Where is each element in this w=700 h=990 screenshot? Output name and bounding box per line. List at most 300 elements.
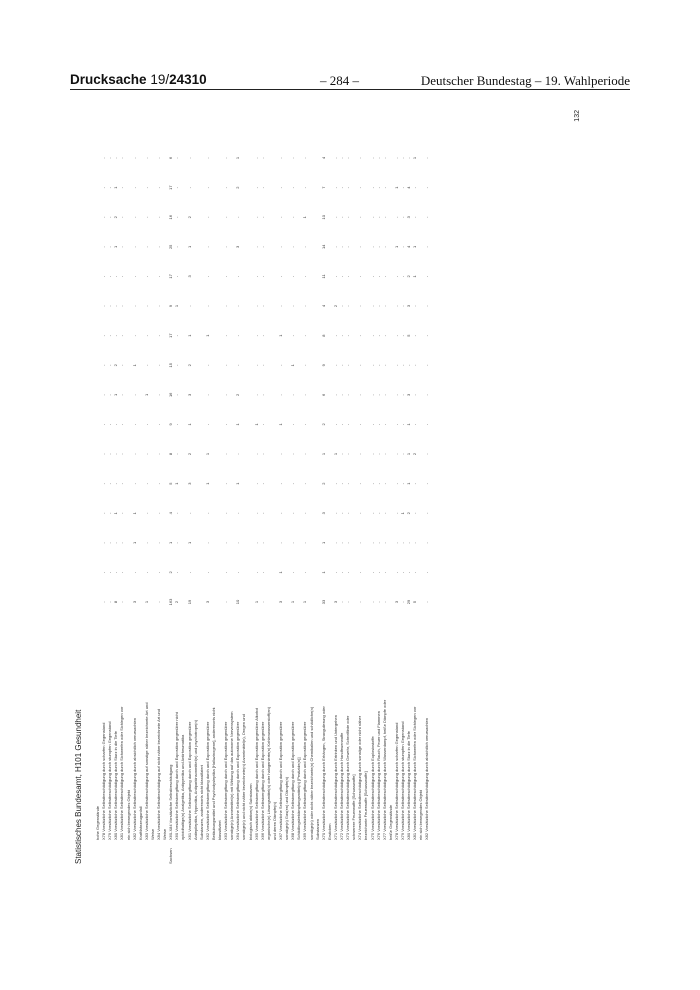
table-cell: - bbox=[400, 364, 405, 366]
table-cell: - bbox=[345, 571, 351, 574]
table-cell: - bbox=[302, 512, 308, 514]
table-cell: - bbox=[174, 542, 180, 544]
table-cell: - bbox=[381, 246, 387, 248]
table-cell: 1 bbox=[406, 423, 412, 426]
table-cell: - bbox=[107, 275, 113, 278]
table-cell: - bbox=[339, 571, 344, 574]
row-label: X80 Vorsätzliche Selbstbeschädigung durch Sturz in die Tiefe bbox=[113, 731, 119, 840]
table-cell: - bbox=[174, 157, 180, 159]
table-cell: - bbox=[235, 216, 241, 218]
table-cell: - bbox=[107, 216, 113, 218]
table-cell: - bbox=[357, 216, 363, 218]
row-label: X75 Vorsätzliche Selbstbeschädigung durch Explosivstoffe bbox=[369, 736, 375, 840]
table-cell: 7 bbox=[320, 186, 326, 189]
table-cell: - bbox=[375, 423, 381, 426]
table-cell: 1 bbox=[290, 600, 296, 604]
table-cell: - bbox=[101, 512, 107, 514]
table-cell: 1 bbox=[131, 364, 137, 367]
row-label: Weise bbox=[162, 828, 168, 840]
row-label: X60-X84 Vorsätzliche Selbstbeschädigung bbox=[168, 764, 174, 840]
table-cell: - bbox=[143, 216, 149, 218]
table-cell: - bbox=[278, 453, 283, 455]
table-cell: 17 bbox=[168, 185, 174, 190]
row-label: sonstige(n) oder nicht näher bezeichnete(n) Chemikalien und schädliche(n) bbox=[308, 706, 314, 840]
table-cell: - bbox=[156, 157, 161, 159]
table-cell: - bbox=[174, 216, 180, 218]
table-cell: - bbox=[113, 482, 119, 485]
table-cell: - bbox=[345, 512, 351, 514]
table-cell: - bbox=[119, 157, 125, 159]
table-cell: 6 bbox=[168, 156, 174, 160]
table-cell: - bbox=[174, 394, 180, 396]
table-cell: - bbox=[156, 216, 161, 218]
table-cell: 3 bbox=[406, 304, 412, 308]
row-label: biologisch aktive(n) Substanzen bbox=[247, 783, 253, 840]
table-cell: - bbox=[406, 364, 412, 366]
table-cell: - bbox=[406, 542, 412, 544]
table-cell: - bbox=[400, 453, 405, 455]
table-cell: - bbox=[357, 305, 363, 307]
table-cell: - bbox=[235, 542, 241, 544]
table-cell: - bbox=[302, 305, 308, 307]
table-cell: - bbox=[119, 571, 125, 574]
table-cell: 1 bbox=[204, 452, 210, 456]
table-cell: 1 bbox=[278, 334, 283, 337]
table-cell: - bbox=[375, 246, 381, 248]
row-label: X83 Vorsätzliche Selbstbeschädigung auf sonstige näher bezeichnete Art und bbox=[143, 702, 149, 840]
table-cell: - bbox=[101, 186, 107, 189]
table-cell: 8 bbox=[168, 452, 174, 456]
row-label: Schädlingsbekämpfungsmittel(n) [Pestizide(n)] bbox=[296, 757, 302, 840]
table-cell: - bbox=[345, 482, 351, 485]
table-cell: 1 bbox=[186, 334, 192, 337]
table-cell: - bbox=[290, 394, 296, 396]
row-label: klassifiziert bbox=[217, 820, 222, 840]
row-label: X82 Vorsätzliche Selbstbeschädigung durch absichtlich verursachten bbox=[424, 717, 430, 840]
table-cell: - bbox=[131, 157, 137, 159]
table-cell: - bbox=[174, 512, 180, 514]
table-cell: - bbox=[400, 394, 405, 396]
table-cell: - bbox=[101, 482, 107, 485]
table-cell: 1 bbox=[113, 245, 119, 248]
row-label: opioidhaltige(n) Analgetika, Antipyretika und Antirheumatika bbox=[180, 734, 186, 840]
table-cell: - bbox=[235, 334, 241, 337]
table-cell: - bbox=[424, 186, 430, 189]
table-cell: - bbox=[302, 334, 308, 337]
table-cell: 19 bbox=[186, 599, 192, 605]
table-cell: - bbox=[204, 542, 210, 544]
table-cell: 17 bbox=[168, 274, 174, 279]
table-cell: - bbox=[302, 186, 308, 189]
table-cell: - bbox=[393, 334, 399, 337]
table-cell: - bbox=[290, 246, 296, 248]
table-cell: 15 bbox=[168, 362, 174, 368]
table-row bbox=[423, 110, 430, 870]
table-cell: - bbox=[156, 542, 161, 544]
table-cell: 2 bbox=[332, 304, 338, 308]
table-cell: 2 bbox=[320, 482, 326, 485]
table-cell: - bbox=[223, 246, 229, 248]
row-label: sonstige(n) Arzneimittel(n) mit Wirkung auf das autonome Nervensystem bbox=[229, 711, 235, 840]
table-cell: - bbox=[302, 275, 308, 278]
table-cell: - bbox=[375, 305, 381, 307]
table-cell: - bbox=[204, 246, 210, 248]
table-cell: - bbox=[339, 394, 344, 396]
table-cell: - bbox=[223, 186, 229, 189]
table-cell: - bbox=[223, 542, 229, 544]
table-cell: - bbox=[412, 364, 418, 366]
table-cell: 8 bbox=[113, 600, 119, 604]
table-cell: - bbox=[204, 423, 210, 426]
row-label: hohe Gegenstände bbox=[95, 805, 100, 840]
table-cell: - bbox=[259, 364, 265, 366]
row-label: X81 Vorsätzliche Selbstbeschädigung durch Sichwerfen oder Sichlegen vor bbox=[119, 706, 125, 840]
table-cell: - bbox=[393, 542, 399, 544]
table-cell: - bbox=[424, 394, 430, 396]
table-cell: - bbox=[156, 571, 161, 574]
table-cell: - bbox=[290, 334, 296, 337]
table-cell: 163 bbox=[168, 598, 174, 606]
table-cell: - bbox=[381, 157, 387, 159]
table-cell: 14 bbox=[320, 244, 326, 250]
table-cell: - bbox=[107, 453, 113, 455]
row-label: organische(n) Lösungsmittel(n) oder halogenierte(n) Kohlenwasserstoff(en) bbox=[265, 706, 271, 840]
table-cell: - bbox=[204, 512, 210, 514]
table-cell: - bbox=[381, 571, 387, 574]
table-cell: 2 bbox=[113, 216, 119, 219]
table-cell: - bbox=[400, 542, 405, 544]
table-cell: 1 bbox=[235, 156, 241, 160]
table-cell: - bbox=[357, 334, 363, 337]
table-cell: - bbox=[345, 216, 351, 218]
table-cell: - bbox=[143, 482, 149, 485]
table-cell: - bbox=[156, 601, 161, 603]
table-cell: - bbox=[223, 453, 229, 455]
table-cell: - bbox=[357, 186, 363, 189]
table-cell: - bbox=[400, 334, 405, 337]
table-cell: - bbox=[290, 216, 296, 218]
table-cell: 1 bbox=[113, 186, 119, 189]
table-cell: - bbox=[369, 334, 375, 337]
table-cell: - bbox=[253, 275, 259, 278]
table-cell: 1 bbox=[406, 452, 412, 456]
table-cell: - bbox=[101, 453, 107, 455]
table-cell: 2 bbox=[235, 393, 241, 396]
table-cell: - bbox=[381, 364, 387, 366]
table-cell: - bbox=[400, 246, 405, 248]
table-cell: - bbox=[107, 246, 113, 248]
table-cell: 16 bbox=[168, 392, 174, 398]
table-cell: 1 bbox=[393, 186, 399, 189]
table-cell: - bbox=[381, 216, 387, 218]
table-cell: - bbox=[345, 364, 351, 366]
table-cell: - bbox=[119, 246, 125, 248]
table-cell: - bbox=[101, 246, 107, 248]
table-cell: - bbox=[174, 246, 180, 248]
table-cell: - bbox=[223, 157, 229, 159]
table-cell: - bbox=[369, 157, 375, 159]
table-cell: 9 bbox=[168, 423, 174, 426]
table-cell: 1 bbox=[332, 452, 338, 456]
row-label: Substanzen bbox=[314, 818, 320, 840]
table-cell: 1 bbox=[174, 482, 180, 485]
table-cell: - bbox=[369, 423, 375, 426]
table-cell: - bbox=[278, 394, 283, 396]
table-cell: - bbox=[119, 186, 125, 189]
table-cell: - bbox=[345, 394, 351, 396]
table-cell: - bbox=[143, 305, 149, 307]
table-cell: - bbox=[302, 394, 308, 396]
table-cell: - bbox=[369, 364, 375, 366]
table-cell: - bbox=[101, 423, 107, 426]
table-cell: - bbox=[174, 334, 180, 337]
table-cell: - bbox=[345, 542, 351, 544]
table-cell: - bbox=[204, 275, 210, 278]
table-cell: - bbox=[357, 512, 363, 514]
table-cell: 29 bbox=[406, 599, 412, 605]
table-cell: - bbox=[290, 512, 296, 514]
table-cell: 1 bbox=[143, 393, 149, 396]
table-cell: - bbox=[302, 453, 308, 455]
table-cell: - bbox=[357, 571, 363, 574]
table-cell: - bbox=[290, 571, 296, 574]
table-cell: - bbox=[186, 305, 192, 307]
table-cell: - bbox=[235, 571, 241, 574]
table-cell: 25 bbox=[168, 244, 174, 250]
header-publisher: Deutscher Bundestag – 19. Wahlperiode bbox=[420, 73, 630, 88]
table-cell: - bbox=[424, 512, 430, 514]
table-cell: 1 bbox=[186, 541, 192, 544]
table-cell: - bbox=[332, 512, 338, 514]
table-cell: - bbox=[357, 364, 363, 366]
table-cell: 3 bbox=[186, 275, 192, 278]
table-cell: - bbox=[412, 216, 418, 218]
table-cell: - bbox=[345, 334, 351, 337]
table-cell: 4 bbox=[406, 245, 412, 248]
table-cell: - bbox=[101, 275, 107, 278]
row-label: schwerere Feuerwaffe [Schusswaffe] bbox=[351, 774, 357, 840]
table-cell: - bbox=[253, 512, 259, 514]
table-cell: - bbox=[223, 423, 229, 426]
table-cell: - bbox=[223, 216, 229, 218]
table-cell: - bbox=[290, 423, 296, 426]
header-number-prefix: 19/ bbox=[150, 72, 170, 87]
table-cell: - bbox=[204, 216, 210, 218]
table-cell: - bbox=[119, 275, 125, 278]
table-cell: - bbox=[339, 275, 344, 278]
table-cell: - bbox=[400, 216, 405, 218]
table-cell: - bbox=[204, 394, 210, 396]
table-cell: 3 bbox=[186, 393, 192, 396]
table-cell: - bbox=[143, 246, 149, 248]
table-cell: 1 bbox=[131, 541, 137, 544]
table-cell: - bbox=[253, 482, 259, 485]
table-cell: - bbox=[393, 157, 399, 159]
region-label: Sachsen bbox=[168, 848, 174, 864]
table-cell: - bbox=[119, 423, 125, 426]
table-cell: - bbox=[424, 275, 430, 278]
table-cell: - bbox=[302, 571, 308, 574]
table-cell: - bbox=[107, 334, 113, 337]
table-cell: - bbox=[400, 275, 405, 278]
table-cell: - bbox=[253, 305, 259, 307]
table-cell: - bbox=[393, 512, 399, 514]
table-cell: - bbox=[375, 334, 381, 337]
table-cell: 4 bbox=[320, 304, 326, 308]
table-cell: - bbox=[357, 157, 363, 159]
table-cell: - bbox=[119, 364, 125, 366]
table-cell: - bbox=[369, 453, 375, 455]
table-cell: 1 bbox=[393, 245, 399, 248]
row-label: X61 Vorsätzliche Selbstvergiftung durch und Exposition gegenüber bbox=[186, 721, 192, 840]
table-cell: - bbox=[156, 334, 161, 337]
table-cell: - bbox=[259, 453, 265, 455]
table-cell: - bbox=[400, 423, 405, 426]
table-cell: - bbox=[345, 186, 351, 189]
table-cell: 4 bbox=[406, 186, 412, 189]
table-cell: - bbox=[131, 246, 137, 248]
table-cell: - bbox=[424, 542, 430, 544]
row-label: X71 Vorsätzliche Selbstbeschädigung durch Ertrinken und Untergehen bbox=[332, 715, 338, 840]
table-cell: - bbox=[339, 542, 344, 544]
row-label: X78 Vorsätzliche Selbstbeschädigung durch scharfen Gegenstand bbox=[393, 722, 399, 840]
row-label: Antiepileptika, Hypnotika, Antiparkinsonmittel(n) und psychotrope(n) bbox=[192, 719, 198, 840]
table-cell: - bbox=[412, 571, 418, 574]
table-cell: - bbox=[156, 305, 161, 307]
table-cell: - bbox=[107, 571, 113, 574]
table-cell: - bbox=[278, 512, 283, 514]
table-cell: - bbox=[259, 601, 265, 603]
table-cell: - bbox=[223, 364, 229, 366]
table-cell: 2 bbox=[235, 186, 241, 189]
table-cell: - bbox=[131, 305, 137, 307]
table-cell: - bbox=[253, 364, 259, 366]
table-cell: 1 bbox=[278, 571, 283, 574]
table-cell: - bbox=[259, 246, 265, 248]
table-cell: 4 bbox=[320, 156, 326, 160]
table-cell: - bbox=[375, 482, 381, 485]
table-cell: - bbox=[290, 157, 296, 159]
table-cell: 11 bbox=[320, 274, 326, 279]
table-cell: - bbox=[278, 482, 283, 485]
table-cell: - bbox=[107, 601, 113, 603]
table-cell: - bbox=[290, 186, 296, 189]
table-cell: 1 bbox=[412, 156, 418, 160]
table-cell: - bbox=[253, 453, 259, 455]
table-cell: - bbox=[412, 423, 418, 426]
row-label: X77 Vorsätzliche Selbstbeschädigung durch Wasserdampf, heiße Dämpfe oder bbox=[381, 699, 387, 840]
table-cell: 1 bbox=[235, 423, 241, 426]
table-cell: 1 bbox=[412, 275, 418, 278]
table-cell: - bbox=[290, 305, 296, 307]
table-cell: - bbox=[424, 334, 430, 337]
table-cell: - bbox=[101, 601, 107, 603]
table-cell: - bbox=[156, 482, 161, 485]
table-cell: - bbox=[259, 305, 265, 307]
table-cell: - bbox=[101, 542, 107, 544]
table-cell: - bbox=[131, 334, 137, 337]
table-cell: - bbox=[156, 394, 161, 396]
table-cell: 10 bbox=[235, 599, 241, 605]
table-cell: - bbox=[204, 364, 210, 366]
table-cell: 3 bbox=[320, 512, 326, 515]
table-cell: - bbox=[400, 157, 405, 159]
table-cell: - bbox=[107, 157, 113, 159]
table-cell: 2 bbox=[412, 452, 418, 456]
row-label: X84 Vorsätzliche Selbstbeschädigung auf nicht näher bezeichnete Art und bbox=[156, 709, 161, 840]
table-cell: 1 bbox=[302, 216, 308, 219]
table-cell: - bbox=[345, 275, 351, 278]
table-cell: - bbox=[357, 482, 363, 485]
table-cell: - bbox=[223, 601, 229, 603]
table-cell: 1 bbox=[168, 541, 174, 544]
table-cell: - bbox=[131, 394, 137, 396]
table-cell: - bbox=[332, 394, 338, 396]
table-cell: 8 bbox=[320, 334, 326, 337]
table-cell: - bbox=[339, 482, 344, 485]
table-cell: - bbox=[369, 246, 375, 248]
table-cell: - bbox=[174, 186, 180, 189]
table-cell: 1 bbox=[278, 423, 283, 426]
table-cell: - bbox=[113, 305, 119, 307]
table-cell: - bbox=[412, 305, 418, 307]
table-cell: - bbox=[393, 571, 399, 574]
table-cell: - bbox=[339, 601, 344, 603]
table-cell: - bbox=[412, 186, 418, 189]
table-cell: 9 bbox=[320, 364, 326, 367]
table-cell: - bbox=[143, 423, 149, 426]
table-cell: - bbox=[357, 423, 363, 426]
table-cell: - bbox=[339, 512, 344, 514]
row-label: ein sich bewegendes Objekt bbox=[125, 789, 131, 840]
table-cell: - bbox=[332, 482, 338, 485]
table-cell: - bbox=[381, 542, 387, 544]
table-cell: 6 bbox=[320, 393, 326, 396]
row-label: X78 Vorsätzliche Selbstbeschädigung durch scharfen Gegenstand bbox=[101, 722, 107, 840]
table-cell: - bbox=[369, 601, 375, 603]
table-cell: - bbox=[131, 571, 137, 574]
row-label: sonstige(n) und nicht näher bezeichnete(n) Arzneimittel(n), Drogen und bbox=[241, 714, 247, 840]
table-cell: - bbox=[393, 394, 399, 396]
table-cell: - bbox=[119, 542, 125, 544]
table-cell: - bbox=[381, 305, 387, 307]
table-cell: 3 bbox=[131, 600, 137, 604]
table-cell: 1 bbox=[186, 423, 192, 426]
table-cell: - bbox=[357, 542, 363, 544]
table-cell: 1 bbox=[412, 245, 418, 248]
header-number: 24310 bbox=[169, 72, 207, 87]
table-cell: - bbox=[223, 305, 229, 307]
table-cell: - bbox=[412, 542, 418, 544]
table-cell: - bbox=[101, 305, 107, 307]
table-cell: - bbox=[290, 482, 296, 485]
table-cell: - bbox=[345, 246, 351, 248]
table-cell: 1 bbox=[400, 512, 405, 515]
table-cell: 33 bbox=[320, 599, 326, 605]
table-cell: - bbox=[424, 157, 430, 159]
table-cell: - bbox=[278, 364, 283, 366]
table-cell: - bbox=[412, 394, 418, 396]
table-cell: - bbox=[357, 601, 363, 603]
row-label: X69 Vorsätzliche Selbstvergiftung durch und Exposition gegenüber bbox=[302, 721, 308, 840]
table-cell: 2 bbox=[186, 216, 192, 219]
table-cell: - bbox=[223, 394, 229, 396]
table-cell: 2 bbox=[186, 452, 192, 456]
table-cell: - bbox=[278, 542, 283, 544]
table-cell: - bbox=[375, 394, 381, 396]
row-label: X72 Vorsätzliche Selbstbeschädigung durch Handfeuerwaffe bbox=[339, 732, 344, 840]
table-cell: - bbox=[381, 275, 387, 278]
